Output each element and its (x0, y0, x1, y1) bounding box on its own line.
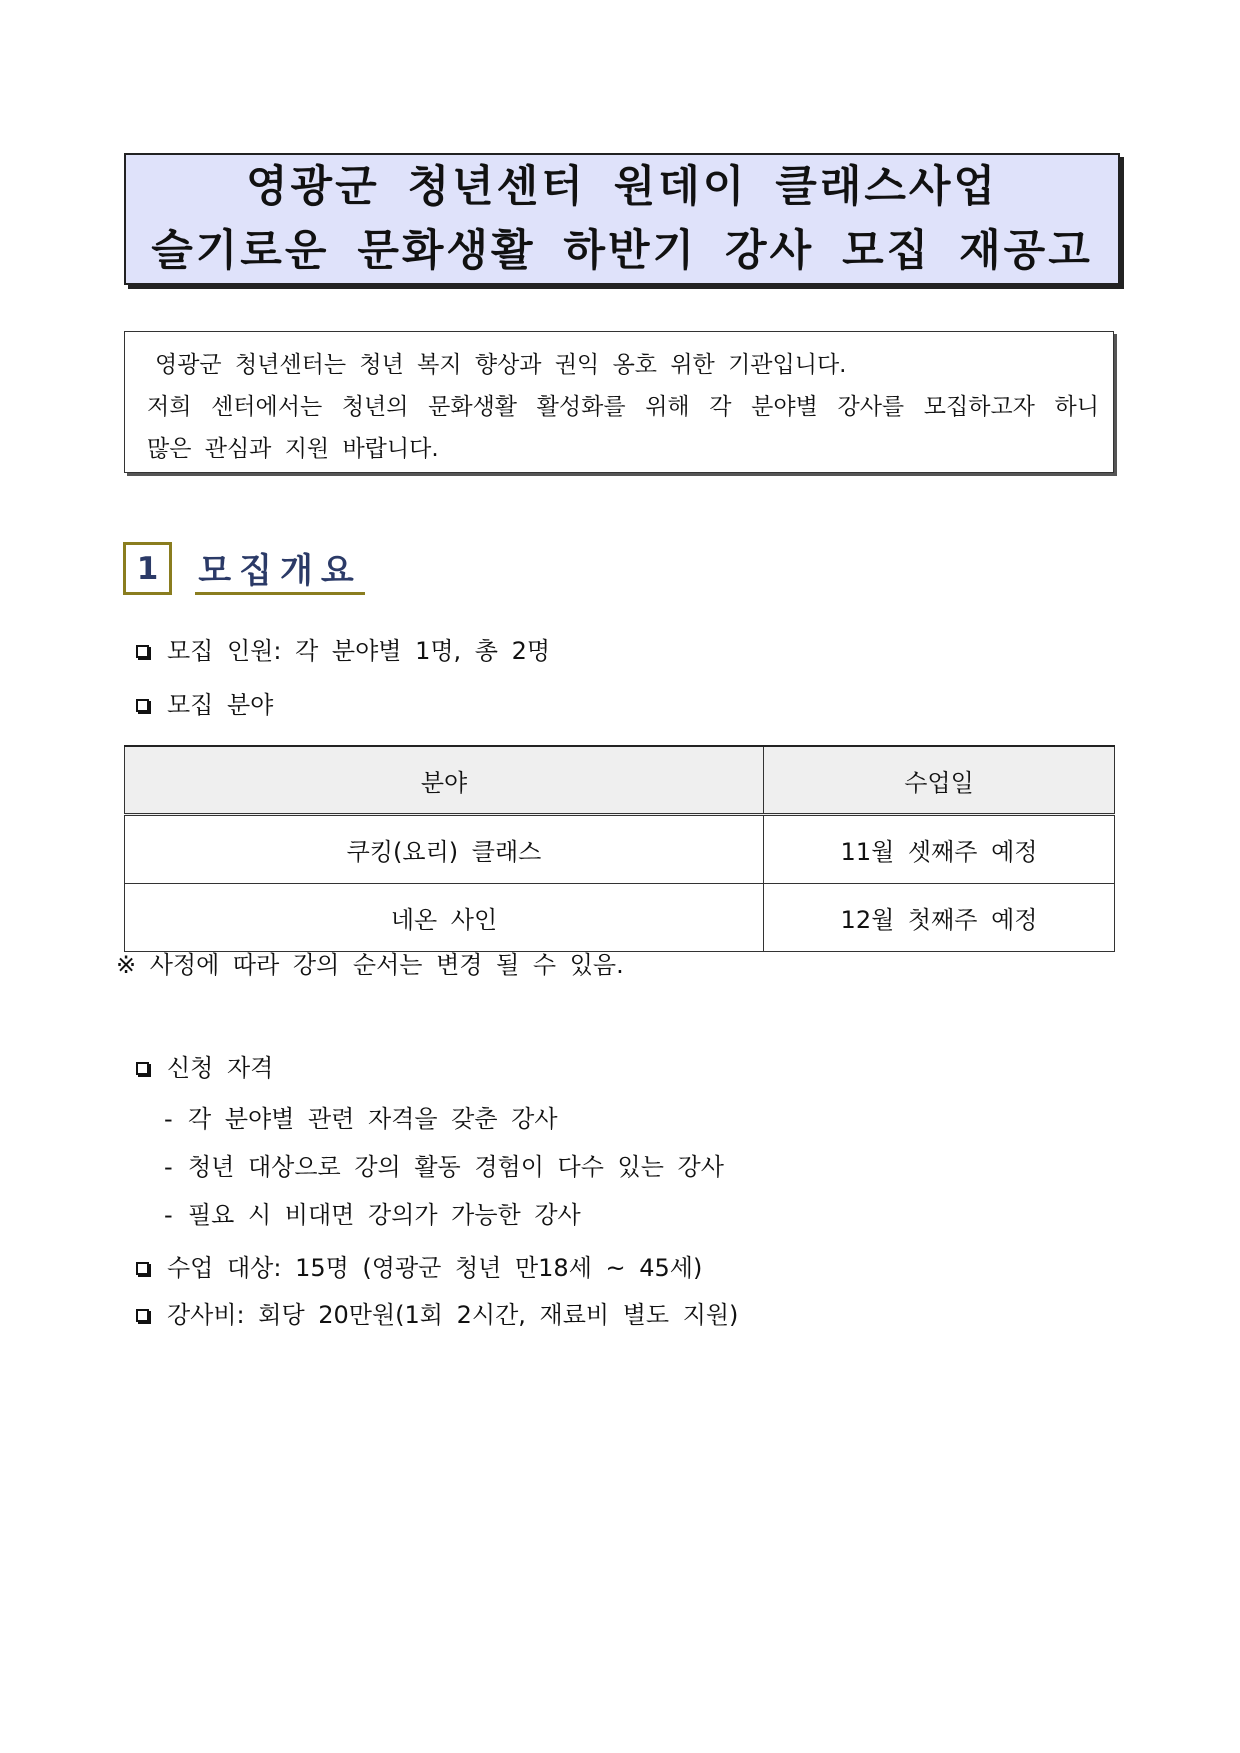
qualification-sub-item (164, 1104, 558, 1134)
qualification-sub-item (164, 1200, 581, 1230)
class-target-item (136, 1253, 702, 1283)
recruit-fields-table (124, 745, 1115, 952)
table-cell-date: 12월 첫째주 예정 (764, 884, 1115, 952)
table-header-date: 수업일 (764, 746, 1115, 815)
checkbox-square-icon (136, 645, 149, 658)
recruit-count-item (136, 636, 550, 666)
qualification-sub-item (164, 1152, 724, 1182)
title-line-1: 영광군 청년센터 원데이 클래스사업 (246, 162, 998, 212)
qualification-text: 청년 대상으로 강의 활동 경험이 다수 있는 강사 (188, 1153, 724, 1181)
class-target-text: 수업 대상: 15명 (영광군 청년 만18세 ~ 45세) (167, 1254, 703, 1282)
qualification-text: 각 분야별 관련 자격을 갖춘 강사 (188, 1105, 558, 1133)
qualification-text: 필요 시 비대면 강의가 가능한 강사 (188, 1201, 581, 1229)
checkbox-square-icon (136, 1062, 149, 1075)
lecturer-fee-item (136, 1300, 738, 1330)
table-cell-date: 11월 셋째주 예정 (764, 815, 1115, 884)
qualification-item (136, 1053, 273, 1083)
document-title-box (124, 153, 1120, 285)
table-cell-field: 쿠킹(요리) 클래스 (125, 815, 764, 884)
lecturer-fee-text: 강사비: 회당 20만원(1회 2시간, 재료비 별도 지원) (167, 1301, 739, 1329)
table-header-row (125, 746, 1115, 815)
dash-mark: - (164, 1201, 173, 1229)
section-number: 1 (123, 542, 172, 595)
table-row (125, 884, 1115, 952)
intro-line-3: 많은 관심과 지원 바랍니다. (147, 436, 439, 462)
title-line-2: 슬기로운 문화생활 하반기 강사 모집 재공고 (151, 226, 1093, 276)
intro-box (124, 331, 1114, 473)
recruit-field-item (136, 690, 273, 720)
recruit-field-text: 모집 분야 (167, 691, 274, 719)
checkbox-square-icon (136, 1262, 149, 1275)
dash-mark: - (164, 1105, 173, 1133)
table-cell-field: 네온 사인 (125, 884, 764, 952)
intro-line-1: 영광군 청년센터는 청년 복지 향상과 권익 옹호 위한 기관입니다. (155, 352, 847, 378)
schedule-note: ※ 사정에 따라 강의 순서는 변경 될 수 있음. (116, 951, 624, 979)
qualification-heading: 신청 자격 (167, 1054, 274, 1082)
intro-line-2: 저희 센터에서는 청년의 문화생활 활성화를 위해 각 분야별 강사를 모집하고자 하니 (147, 394, 1099, 420)
table-header-field: 분야 (125, 746, 764, 815)
section-title: 모집개요 (195, 542, 365, 595)
table-row (125, 815, 1115, 884)
recruit-count-text: 모집 인원: 각 분야별 1명, 총 2명 (167, 637, 551, 665)
dash-mark: - (164, 1153, 173, 1181)
checkbox-square-icon (136, 1309, 149, 1322)
checkbox-square-icon (136, 699, 149, 712)
